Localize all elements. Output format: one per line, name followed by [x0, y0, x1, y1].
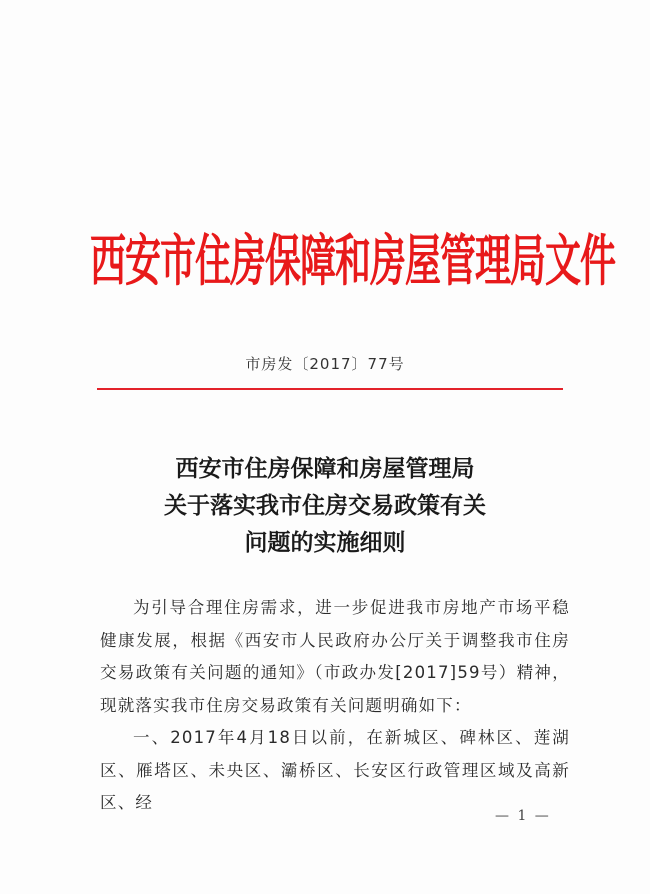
title-line: 问题的实施细则	[244, 529, 406, 556]
body-text	[100, 592, 570, 820]
red-divider-line	[97, 388, 563, 390]
issuer-header: 西安市住房保障和房屋管理局文件	[90, 228, 616, 294]
title-line: 西安市住房保障和房屋管理局	[175, 455, 475, 482]
page-number: — 1 —	[495, 808, 551, 824]
title-line: 关于落实我市住房交易政策有关	[164, 492, 486, 519]
paragraph: 一、2017年4月18日以前，在新城区、碑林区、莲湖区、雁塔区、未央区、灞桥区、长安区行政管理区域及高新区、经	[100, 728, 570, 812]
paragraph: 为引导合理住房需求，进一步促进我市房地产市场平稳健康发展，根据《西安市人民政府办公厅关于调整我市住房交易政策有关问题的通知》（市政办发[2017]59号）精神，现就落实我市住房交易政策有关问题明确如下：	[100, 598, 570, 715]
document-title	[0, 450, 650, 561]
document-number: 市房发〔2017〕77号	[245, 355, 405, 373]
